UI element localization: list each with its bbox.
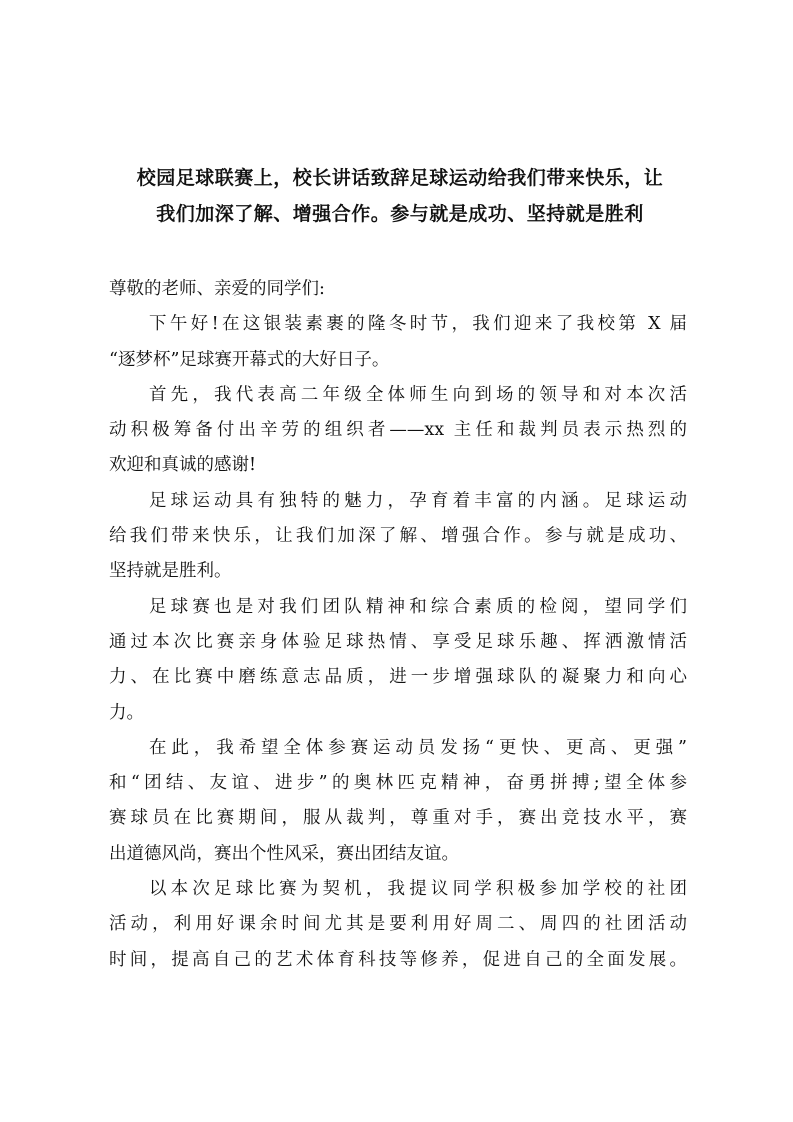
paragraph-line: 力、在比赛中磨练意志品质，进一步增强球队的凝聚力和向心 (109, 667, 687, 688)
paragraph-greeting (109, 307, 687, 378)
paragraph-line: 在此，我希望全体参赛运动员发扬“更快、更高、更强” (149, 737, 687, 758)
paragraph-line: “逐梦杯”足球赛开幕式的大好日子。 (109, 349, 390, 370)
paragraph-line: 足球赛也是对我们团队精神和综合素质的检阅，望同学们 (149, 596, 687, 617)
paragraph-line: 足球运动具有独特的魅力，孕育着丰富的内涵。足球运动 (149, 490, 687, 511)
salutation: 尊敬的老师、亲爱的同学们: (109, 279, 325, 299)
paragraph-team-spirit (109, 590, 687, 731)
paragraph-olympic-spirit (109, 731, 687, 872)
document-body (109, 272, 687, 978)
title-line: 校园足球联赛上，校长讲话致辞足球运动给我们带来快乐，让 (136, 167, 664, 189)
document-title (100, 160, 700, 232)
paragraph-line: 动积极筹备付出辛劳的组织者——xx 主任和裁判员表示热烈的 (109, 420, 687, 441)
title-line: 我们加深了解、增强合作。参与就是成功、坚持就是胜利 (156, 203, 644, 225)
paragraph-club-activities (109, 872, 687, 978)
paragraph-line: 下午好!在这银装素裹的隆冬时节，我们迎来了我校第 X 届 (149, 314, 687, 335)
paragraph-line: 通过本次比赛亲身体验足球热情、享受足球乐趣、挥洒激情活 (109, 631, 687, 652)
paragraph-line: 以本次足球比赛为契机，我提议同学积极参加学校的社团 (149, 879, 687, 900)
paragraph-line: 力。 (109, 702, 144, 723)
paragraph-line: 给我们带来快乐，让我们加深了解、增强合作。参与就是成功、 (109, 526, 687, 547)
paragraph-line: 欢迎和真诚的感谢! (109, 455, 257, 476)
paragraph-line: 赛球员在比赛期间，服从裁判，尊重对手，赛出竞技水平，赛 (109, 808, 687, 829)
paragraph-line: 和“团结、友谊、进步”的奥林匹克精神，奋勇拼搏;望全体参 (109, 773, 687, 794)
paragraph-football-charm (109, 484, 687, 590)
paragraph-line: 坚持就是胜利。 (109, 561, 232, 582)
paragraph-line: 活动，利用好课余时间尤其是要利用好周二、周四的社团活动 (109, 914, 687, 935)
paragraph-line: 首先，我代表高二年级全体师生向到场的领导和对本次活 (149, 384, 687, 405)
paragraph-thanks (109, 378, 687, 484)
paragraph-line: 出道德风尚，赛出个性风采，赛出团结友谊。 (109, 843, 459, 864)
paragraph-line: 时间，提高自己的艺术体育科技等修养，促进自己的全面发展。 (109, 949, 687, 970)
